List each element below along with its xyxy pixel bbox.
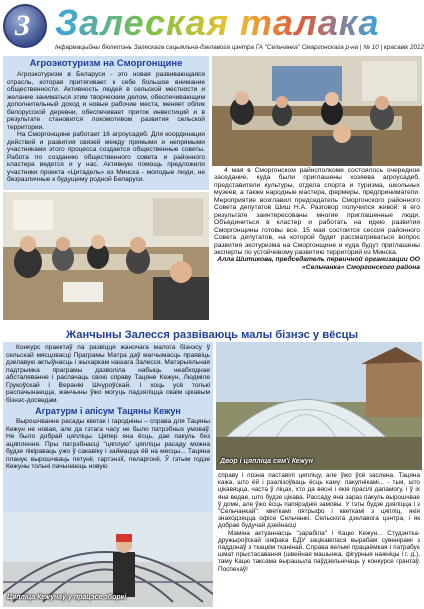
meeting-text: 4 мая в Сморгонском райисполкоме состоялось очередное заседание, куда были приглашены хозяева агроусадеб, представители культуры, отдела спорта и туризма, школьных музеев, а также народные мастера, фермеры, предприниматели. Мероприятие возглавил председатель Сморгонского районного Совета депутатов Шиш Н.А. Разговор получился живой: в его результате заинтересованы многие приглашенные люди. Объединиться в кластер и работать на идею развития Сморгонщины готовы все. 15 мая состоится сессия районного Совета депутатов, на которой будет рассматриваться вопрос развития экотуризма на Сморгонщине и куда будут приглашены эксперты по устойчивому развитию территорий из Минска. [214, 167, 420, 256]
meeting-photo-1-image [212, 56, 422, 166]
logo-letter: З [15, 9, 31, 42]
women-headline: Жанчыны Залесся развіваюць малы бізнэс у вёсцы [65, 329, 359, 341]
newsletter-title: Залеская талака [55, 2, 380, 43]
yard-photo-caption: Двор і цяпліца сям'і Кежун [220, 458, 313, 465]
meeting-photo-2 [3, 192, 209, 320]
agro-paragraph-2: На Сморгонщине работает 16 агроусадеб. Для координации действий и развития связей между прямыми и непрямыми участниками этого процесса создается общественные советы. Работа по созданию общественного совета и районного кластера ведется и у нас. Активную помощь предложили участники проекта «Цитадель» из Минска - молодые люди, не безразличные к будущему родной Беларуси. [7, 131, 205, 183]
agro-paragraph-1: Агроэкотуризм в Беларуси - это новая развивающаяся отрасль, которая притягивает к себе большое внимание общественности. Активность людей в сельской местности и желание заниматься этим творческим делом, обеспечивающим дополнительный доход и новые рабочие места, меняет облик белорусской деревни, обеспечивает приток инвестиций и в результате становится локомотивом развития сельской территории. [7, 71, 205, 131]
women-article [3, 342, 213, 512]
meeting-photo-2-image [3, 192, 209, 320]
yard-photo [216, 342, 422, 470]
continuation-paragraph-2: Мамінa актуаннасць "зарабіла" і Кацю Кежун... Студэнтка-дружыроўскай ізяфака БДУ зацікавілася вырабам сувенірамі з паддонаў з ткацкім тканінай. Справа вельмі працаёмкая і патрабує шмат прыстасавання (швейная машынка, фігурныя нажніцы і г. д.), таму Кацю таксама вырашыла паўдзельнічаць у конкурсе грантаў. Поспехаў! [218, 529, 420, 573]
continuation-paragraph-1: справу і поэна паставілі цяпліцу, але ўжо ўсё заслена. Тацяна кажа, што ёй і рэалізоўваць ёсць каму: пакупнікамі... - тыя, што цікавяцца, часта ў ліцах, хто да вясні і якія прасілі дапамогу, і ў іх яна ведае, што будзе цікава. Рассаду яна зараз пакуль вырошчвае ў доме, але ўжо ёсць папярэднія замовы. У гэты будзе дзяліцца і з "Сельчанкай": кветкамі пятрыфо і кветкамі з цяпліц, якія знаходзяцца офісе Сельчанкі. Сельскога дзелавога цэнтра, і як добрае будучай дзейнасці [218, 472, 420, 530]
agro-article [3, 56, 209, 190]
kezhun-headline: Агратурм і апісум Тацяны Кежун [35, 406, 181, 416]
agro-headline: Агроэкотуризм на Сморгонщине [29, 58, 183, 69]
continuation-article [216, 472, 422, 608]
greenhouse-photo-image [3, 512, 213, 607]
kezhun-text: Вырошчванне расады кветак і гароднiны – справа для Тацяны Кежун не новая, але да гэтага часу не было патрэбных умоваў. Не было добрай цяпліцы. Цяпер яна ёсць, дае пакуль без ацяплення. Пры патрэбнасці "цяплую" цяпліцы расаду можна будзе пікіраваць ужо ў сакавіку і займацца ёй на месцы... Тацяна планує вырошчваць петуніі, гартэнзії, пеларгоніі. Ў гэтым годзе Кежуны тольні пачынаюць новую [6, 418, 210, 470]
greenhouse-photo [3, 512, 213, 607]
yard-photo-image [216, 342, 422, 470]
meeting-article [212, 167, 422, 327]
meeting-photo-1 [212, 56, 422, 166]
newsletter-logo [3, 4, 47, 48]
masthead [0, 0, 424, 58]
newsletter-subtitle: Інфармацыйны бюлетэнь Залескага сацыяльна-дзелавога цэнтра ГА "Сельчанка" Смаргонскага р-на | № 10 | красавік 2012 [55, 44, 424, 51]
greenhouse-photo-caption: Цяпліца Кежунаў у працэсе зборкі [7, 594, 127, 601]
meeting-signature: Алла Шитикова, председатель первичной организации ОО «Сельчанка» Сморгонского района [217, 256, 420, 271]
women-intro: Конкурс праектаў па развіцця жаночага малога бізнэсу ў сельскай мясцовасці Праграмы Матра даў магчымасць праявіць дзелавую актыўнасць і жыхаркам нашага Залесся. Матэрыяльная падтрымка праграмы дазволіла набыць неабходнае абсталяванне і распачаць свою справу Тацяне Кежун, Людміле Грукоўскай і Веранікі Шчуроўскай. І хоць усё толькі распачынаецца, жанчыны ўжо могуць падзяліцца сваім цікавым бізнэс-досведам. [6, 344, 210, 404]
